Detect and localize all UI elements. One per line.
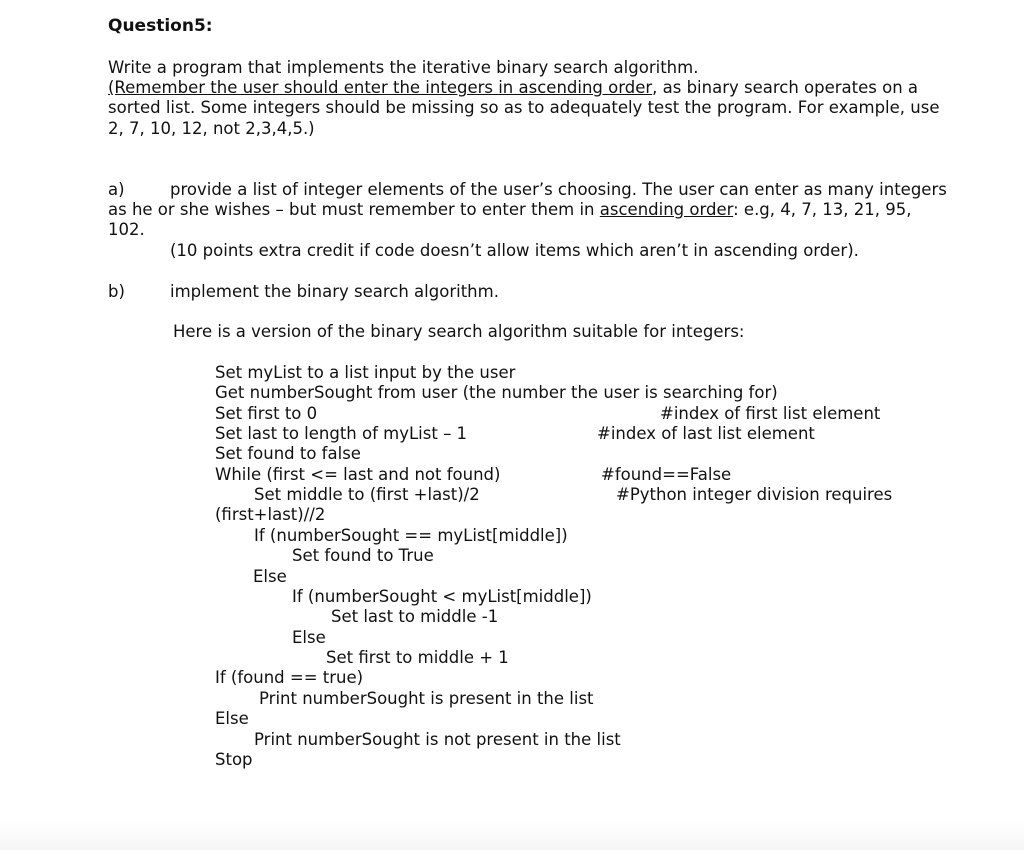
intro-underlined-note: (Remember the user should enter the integers in ascending order [108, 78, 653, 97]
ascending-order-underlined: ascending order [599, 200, 734, 219]
pseudocode-line: Set found to false [215, 444, 361, 463]
intro-line-2-rest: , as binary search operates on a [652, 78, 919, 97]
pseudocode-line: Print numberSought is present in the list [259, 689, 594, 708]
pseudocode-line: If (numberSought < myList[middle]) [292, 587, 592, 606]
part-a-line-2 [108, 200, 911, 220]
pseudocode-line: Set found to True [292, 546, 434, 565]
pseudocode-line: Set middle to (first +last)/2 [254, 485, 480, 504]
pseudocode-line: Print numberSought is not present in the list [254, 730, 621, 749]
pseudocode-line: Else [292, 628, 326, 647]
pseudocode-line: (first+last)//2 [215, 505, 326, 524]
pseudocode-line: Set myList to a list input by the user [215, 363, 516, 382]
code-comment: #index of first list element [660, 404, 881, 423]
pseudocode-line: Set last to middle -1 [331, 607, 499, 626]
code-comment: #index of last list element [597, 424, 815, 443]
intro-line-1: Write a program that implements the iterative binary search algorithm. [108, 58, 699, 77]
part-a-line-2-pre: as he or she wishes – but must remember to enter them in [108, 200, 600, 219]
pseudocode-line: While (first <= last and not found) [215, 465, 501, 484]
pseudocode-line: Stop [215, 750, 253, 769]
pseudocode-line: Else [215, 709, 249, 728]
pseudocode-line: If (numberSought == myList[middle]) [254, 526, 568, 545]
part-a-line-3: 102. [108, 220, 145, 239]
question-title: Question5: [108, 16, 213, 36]
page-bottom-edge [0, 820, 1024, 850]
part-b-label: b) [108, 282, 125, 301]
pseudocode-line: Get numberSought from user (the number the user is searching for) [215, 383, 778, 402]
intro-line-2 [108, 78, 918, 98]
part-a-line-1: provide a list of integer elements of the user’s choosing. The user can enter as many integers [170, 180, 947, 199]
code-comment: #Python integer division requires [616, 485, 893, 504]
pseudocode-line: If (found == true) [215, 668, 364, 687]
code-comment: #found==False [601, 465, 732, 484]
part-a-label: a) [108, 180, 125, 199]
intro-line-4: 2, 7, 10, 12, not 2,3,4,5.) [108, 119, 315, 138]
extra-credit-note: (10 points extra credit if code doesn’t allow items which aren’t in ascending order). [170, 241, 859, 260]
pseudocode-line: Set first to 0 [215, 404, 318, 423]
part-a-line-2-post: : e.g, 4, 7, 13, 21, 95, [733, 200, 912, 219]
part-b-line-1: implement the binary search algorithm. [170, 282, 499, 301]
algorithm-intro: Here is a version of the binary search algorithm suitable for integers: [173, 322, 745, 341]
intro-line-3: sorted list. Some integers should be missing so as to adequately test the program. For example, use [108, 98, 940, 117]
pseudocode-line: Set first to middle + 1 [326, 648, 509, 667]
pseudocode-line: Else [253, 567, 287, 586]
pseudocode-line: Set last to length of myList – 1 [215, 424, 468, 443]
